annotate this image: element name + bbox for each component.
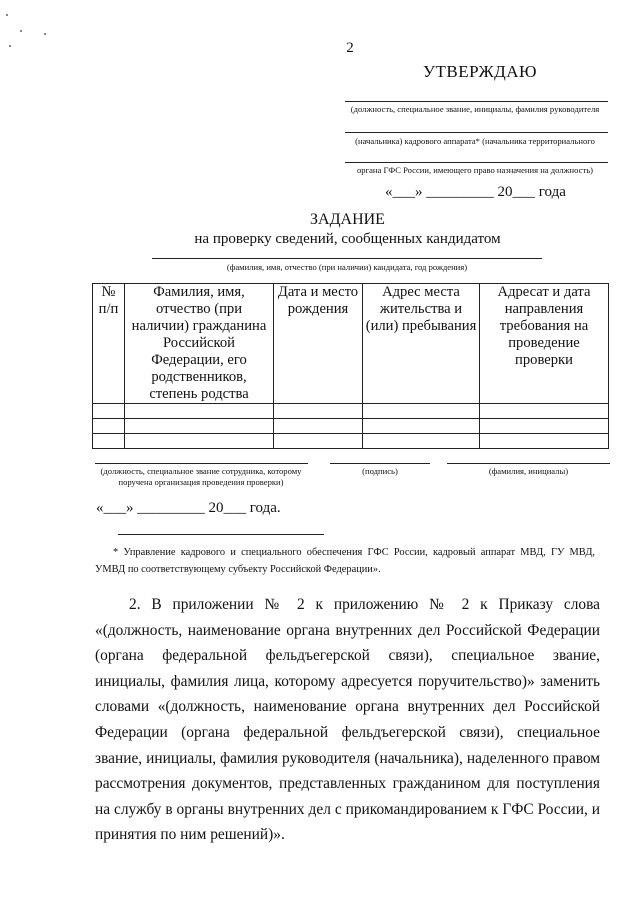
approval-date: «___» _________ 20___ года	[385, 184, 566, 200]
candidate-name-line	[152, 258, 542, 259]
table-cell	[125, 434, 274, 449]
approval-caption-3: органа ГФС России, имеющего право назначения на должность)	[356, 165, 594, 175]
signature-name-line	[447, 463, 610, 464]
column-header-birth: Дата и место рождения	[274, 284, 363, 404]
scan-mark	[20, 30, 22, 32]
table-cell	[363, 419, 480, 434]
footnote: * Управление кадрового и специального обеспечения ГФС России, кадровый аппарат МВД, ГУ МВД, УМВД по соответствующему субъекту Российской Федерации».	[95, 547, 595, 575]
approval-line	[345, 132, 608, 133]
table-cell	[274, 419, 363, 434]
signature-position-line	[95, 463, 308, 464]
table-cell	[125, 419, 274, 434]
table-cell	[274, 404, 363, 419]
table-cell	[93, 404, 125, 419]
signature-date: «___» _________ 20___ года.	[96, 500, 281, 516]
table-cell	[274, 434, 363, 449]
table-row	[93, 434, 609, 449]
approval-caption-2: (начальника) кадрового аппарата* (начальника территориального	[355, 136, 595, 146]
approval-line	[345, 162, 608, 163]
table-cell	[480, 434, 609, 449]
table-cell	[363, 434, 480, 449]
table-cell	[480, 404, 609, 419]
approval-caption-1: (должность, специальное звание, инициалы, фамилия руководителя	[350, 104, 600, 114]
signature-sign-line	[330, 463, 430, 464]
signature-sign-caption: (подпись)	[362, 466, 398, 476]
table-cell	[125, 404, 274, 419]
column-header-address: Адрес места жительства и (или) пребывания	[363, 284, 480, 404]
page-number: 2	[346, 40, 354, 56]
scan-mark	[44, 33, 46, 35]
amendment-paragraph: 2. В приложении № 2 к приложению № 2 к Приказу слова «(должность, наименование органа внутренних дел Российской Федерации (органа федеральной фельдъегерской связи), специальное звание, инициалы, фамилия лица, которому адресуется поручительство)» заменить словами «(должность, наименование органа внутренних дел Российской Федерации (органа федеральной фельдъегерской связи), специальное звание, инициалы, фамилия руководителя (начальника), наделенного правом рассмотрения документов, представленных гражданином для поступления на службу в органы внутренних дел с прикомандированием к ГФС России, и принятия по ним решений)».	[95, 596, 600, 844]
column-header-name: Фамилия, имя, отчество (при наличии) гражданина Российской Федерации, его родственников, степень родства	[125, 284, 274, 404]
approval-heading: УТВЕРЖДАЮ	[422, 62, 538, 81]
table-cell	[93, 434, 125, 449]
table-cell	[363, 404, 480, 419]
approval-line	[345, 101, 608, 102]
table-row	[93, 419, 609, 434]
footnote-separator	[118, 534, 324, 535]
signature-position-caption: (должность, специальное звание сотрудника, которому поручена организация проведения проверки)	[100, 466, 302, 487]
verification-table	[92, 283, 609, 449]
candidate-name-caption: (фамилия, имя, отчество (при наличии) кандидата, год рождения)	[226, 262, 468, 272]
document-subtitle: на проверку сведений, сообщенных кандидатом	[194, 231, 501, 247]
signature-name-caption: (фамилия, инициалы)	[488, 466, 569, 476]
column-header-addressee: Адресат и дата направления требования на проведение проверки	[480, 284, 609, 404]
scan-mark	[9, 45, 11, 47]
table-cell	[93, 419, 125, 434]
table-row	[93, 404, 609, 419]
column-header-number: № п/п	[93, 284, 125, 404]
table-cell	[480, 419, 609, 434]
table-header-row	[93, 284, 609, 404]
scan-mark	[6, 14, 8, 16]
document-title: ЗАДАНИЕ	[310, 211, 385, 228]
